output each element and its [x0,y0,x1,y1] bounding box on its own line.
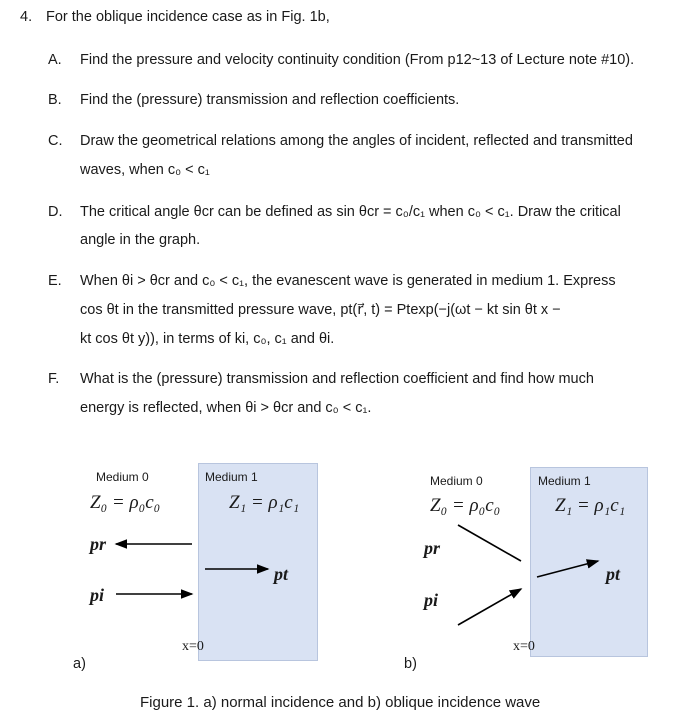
figure-b-label: b) [404,656,417,672]
figure-b-medium1-label: Medium 1 [538,474,591,488]
item-e-line-2: cos θt in the transmitted pressure wave, pt(r⃗, t) = Ptexp(−j(ωt − kt sin θt x − [80,302,561,318]
question-intro: For the oblique incidence case as in Fig. 1b, [46,9,330,25]
item-b-text: Find the (pressure) transmission and reflection coefficients. [80,92,460,108]
item-d-letter: D. [48,204,63,220]
figure-caption: Figure 1. a) normal incidence and b) oblique incidence wave [140,694,541,711]
figure-b-z1-equation: Z₁ = ρ₁c₁ [555,495,626,516]
figure-b-pr-label: pr [424,538,441,558]
item-e-letter: E. [48,273,62,289]
item-e-line-3: kt cos θt y)), in terms of ki, c₀, c₁ and θi. [80,331,335,347]
item-f-line-2: energy is reflected, when θi > θcr and c₀ < c₁. [80,400,372,416]
figure-b-reflected-line [458,525,521,561]
item-a-letter: A. [48,52,62,68]
figure-b-incident-arrow [458,589,521,625]
figure-b-x0-label: x=0 [513,639,535,654]
figure-b-pi-label: pi [424,590,439,610]
figure-a-medium0-label: Medium 0 [96,470,149,484]
figure-a-label: a) [73,656,86,672]
question-number: 4. [20,9,33,25]
figure-b-transmitted-arrow [537,561,598,577]
item-b-letter: B. [48,92,62,108]
item-f-line-1: What is the (pressure) transmission and reflection coefficient and find how much [80,371,594,387]
item-a-text: Find the pressure and velocity continuity condition (From p12~13 of Lecture note #10). [80,52,635,68]
figure-a-pi-label: pi [90,585,105,605]
figure-a-medium1-label: Medium 1 [205,470,258,484]
item-c-line-1: Draw the geometrical relations among the angles of incident, reflected and transmitted [80,133,633,149]
figure-b-pt-label: pt [606,564,621,584]
figure-a-z0-equation: Z₀ = ρ₀c₀ [90,492,161,513]
figure-a-pr-label: pr [90,534,107,554]
figure-a-pt-label: pt [274,564,289,584]
item-c-letter: C. [48,133,63,149]
figure-b-medium0-label: Medium 0 [430,474,483,488]
figure-a-z1-equation: Z₁ = ρ₁c₁ [229,492,300,513]
item-e-line-1: When θi > θcr and c₀ < c₁, the evanescent wave is generated in medium 1. Express [80,273,616,289]
figure-b-z0-equation: Z₀ = ρ₀c₀ [430,495,501,516]
figure-a-x0-label: x=0 [182,639,204,654]
item-f-letter: F. [48,371,60,387]
item-d-line-2: angle in the graph. [80,232,201,248]
item-c-line-2: waves, when c₀ < c₁ [80,162,210,178]
item-d-line-1: The critical angle θcr can be defined as sin θcr = c₀/c₁ when c₀ < c₁. Draw the critical [80,204,621,220]
